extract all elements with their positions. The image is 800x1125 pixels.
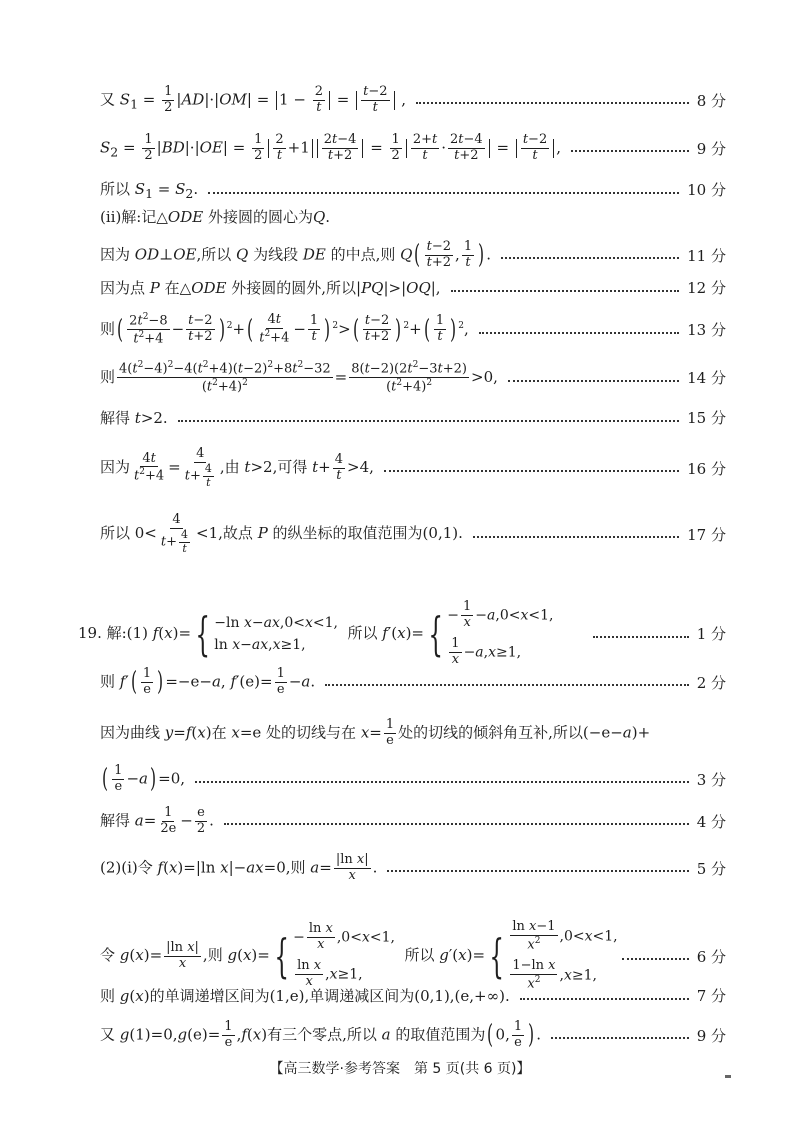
solution-line-19: 则 g(x)的单调递增区间为(1,e),单调递减区间为(0,1),(e,+∞). 7 分 [100, 987, 726, 1005]
score-label: 15 分 [687, 409, 726, 427]
score-label: 14 分 [687, 369, 726, 388]
solution-line-18: 令 g(x)= $\frac{\text{|ln x|}}{x}$ ,则 g(x)={ − $\frac{\text{ln x}}{x}$ ,0<x<1, $\frac{\text{ln x}}{x}$ ,x≥1, 所以 g′(x)={ $\frac{\text{ln x−1}}{x^2}$ ,0<x<1, $\frac{\text{1−ln x}}{x^2}$ ,x≥1, 6 分 [100, 919, 726, 992]
score-label: 10 分 [687, 181, 726, 199]
solution-line-15: ( $\frac{1}{e}$ −a) =0, 3 分 [102, 763, 726, 795]
solution-line-2: $S_2$ = $\frac{1}{2}$ |BD|·|OE| = $\frac{1}{2}$ $\frac{2}{t}$ +1 $\frac{2t-4}{t+2}$ = $\frac{1}{2}$ $\frac{2+t}{t}$ · $\frac{2t-4}{t+2}$ = $\frac{t-2}{t}$ , 9 分 [100, 132, 726, 163]
score-label: 9 分 [696, 1026, 726, 1045]
score-label: 11 分 [687, 246, 726, 265]
solution-line-17: (2)(ⅰ)令 f(x)=|ln x|−ax=0,则 a= $\frac{\text{|ln x|}}{x}$ . 5 分 [100, 852, 726, 883]
score-label: 17 分 [687, 525, 726, 544]
solution-line-6: 因为点 P 在△ODE 外接圆的圆外,所以|PQ|>|OQ|, 12 分 [100, 279, 726, 297]
score-label: 9 分 [696, 139, 726, 158]
corner-mark [725, 1075, 731, 1078]
solution-line-12: 19. 解:(1) f(x)={ −ln x−ax,0<x<1, ln x−ax,x≥1, 所以 f′(x)={ − $\frac{1}{x}$ −a,0<x<1, $\frac{1}{x}$ −a,x≥1, 1 分 [78, 599, 726, 667]
score-label: 8 分 [696, 91, 726, 110]
solution-line-11: 所以 0< 4 t+ $\frac{4}{t}$ <1,故点 P 的纵坐标的取值范围为(0,1). 17 分 [100, 512, 726, 555]
score-label: 2 分 [696, 673, 726, 692]
solution-line-3: 所以 $S_1 = S_2$. 10 分 [100, 180, 726, 201]
score-label: 3 分 [696, 770, 726, 789]
solution-line-13: 则 f′( $\frac{1}{e}$ ) =−e−a, f′(e)= $\frac{1}{e}$ −a. 2 分 [100, 666, 726, 698]
solution-line-16: 解得 a= $\frac{1}{2e}$ − $\frac{e}{2}$ . 4 分 [100, 805, 726, 836]
solution-line-1: 又 $S_1$ = $\frac{1}{2}$ |AD|·|OM| = 1 − $\frac{2}{t}$ = $\frac{t-2}{t}$ , 8 分 [100, 84, 726, 115]
score-label: 12 分 [687, 279, 726, 297]
score-label: 4 分 [696, 812, 726, 831]
solution-line-9: 解得 t>2. 15 分 [100, 409, 726, 427]
page-footer: 【高三数学·参考答案 第 5 页(共 6 页)】 [269, 1061, 531, 1077]
solution-line-5: 因为 OD⊥OE,所以 Q 为线段 DE 的中点,则 Q( $\frac{t-2}{t+2}$ , $\frac{1}{t}$ ) . 11 分 [100, 239, 726, 271]
score-label: 7 分 [696, 987, 726, 1005]
solution-line-14: 因为曲线 y=f(x)在 x=e 处的切线与在 x= $\frac{1}{e}$ 处的切线的倾斜角互补,所以(−e−a)+ [100, 717, 651, 748]
solution-line-20: 又 g(1)=0,g(e)= $\frac{1}{e}$ ,f(x)有三个零点,所以 a 的取值范围为( 0, $\frac{1}{e}$ ) . 9 分 [100, 1019, 726, 1051]
score-label: 5 分 [696, 859, 726, 878]
score-label: 1 分 [696, 625, 726, 644]
score-label: 16 分 [687, 459, 726, 478]
solution-line-10: 因为 $\frac{4t}{t^2+4}$ = 4 t+ $\frac{4}{t}$ ,由 t>2,可得 t+ $\frac{4}{t}$ >4, 16 分 [100, 446, 726, 489]
score-label: 6 分 [696, 947, 726, 966]
solution-line-4: (ⅱ)解:记△ODE 外接圆的圆心为Q. [100, 208, 331, 226]
score-label: 13 分 [687, 321, 726, 340]
solution-line-7: 则( $\frac{2t^2-8}{t^2+4}$ − $\frac{t-2}{t+2}$ ) $^2$+( $\frac{4t}{t^2+4}$ − $\frac{1}{t}$ ) $^2$>( $\frac{t-2}{t+2}$ ) $^2$+( $\frac{1}{t}$ ) $^2$, 13 分 [100, 312, 726, 347]
solution-line-8: 则 $\frac{4(t^2-4)^2-4(t^2+4)(t-2)^2+8t^2-32}{(t^2+4)^2}$ = $\frac{8(t-2)(2t^2-3t+2)}{(t^2+4)^2}$ >0, 14 分 [100, 360, 726, 395]
